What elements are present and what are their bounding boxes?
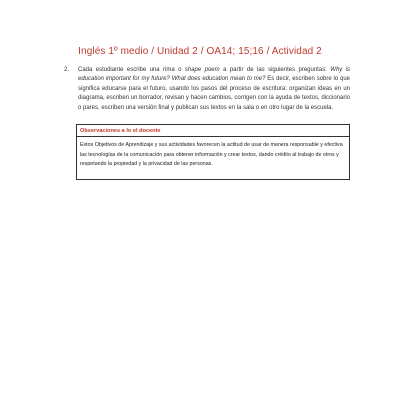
activity-text-part3: Es decir, escriben sobre lo que significa educarse para el futuro, usando los pasos del proceso de escritura: organizan ideas en un diagrama, escriben un borrador, revisan y hacen cambios, corrigen con la ayuda de textos, diccionario o pares, escriben una versión final y publican sus textos en la sala o en otro lugar de la escuela. xyxy=(78,76,350,111)
activity-text xyxy=(64,66,350,113)
activity-text-part2: a partir de las siguientes preguntas: xyxy=(219,67,331,73)
activity-text-italic1: shape poem xyxy=(184,67,220,73)
page-title: Inglés 1º medio / Unidad 2 / OA14; 15;16 / Actividad 2 xyxy=(78,46,322,57)
activity-number: 2. xyxy=(64,67,70,73)
observations-body: Estos Objetivos de Aprendizaje y sus actividades favorecen la actitud de usar de manera responsable y efectiva las tecnologías de la comunicación para obtener información y crear textos, dando crédito al trabajo de otros y respetando la propiedad y la privacidad de las personas. xyxy=(80,142,343,168)
observations-box xyxy=(76,124,350,180)
activity-text-italic2: Why is education important for my future? What does education mean to me? xyxy=(78,67,351,83)
observations-heading: Observaciones a lo el docente xyxy=(77,125,349,137)
activity-item xyxy=(64,66,350,113)
activity-text-part1: Cada estudiante escribe una rima o xyxy=(78,67,185,73)
